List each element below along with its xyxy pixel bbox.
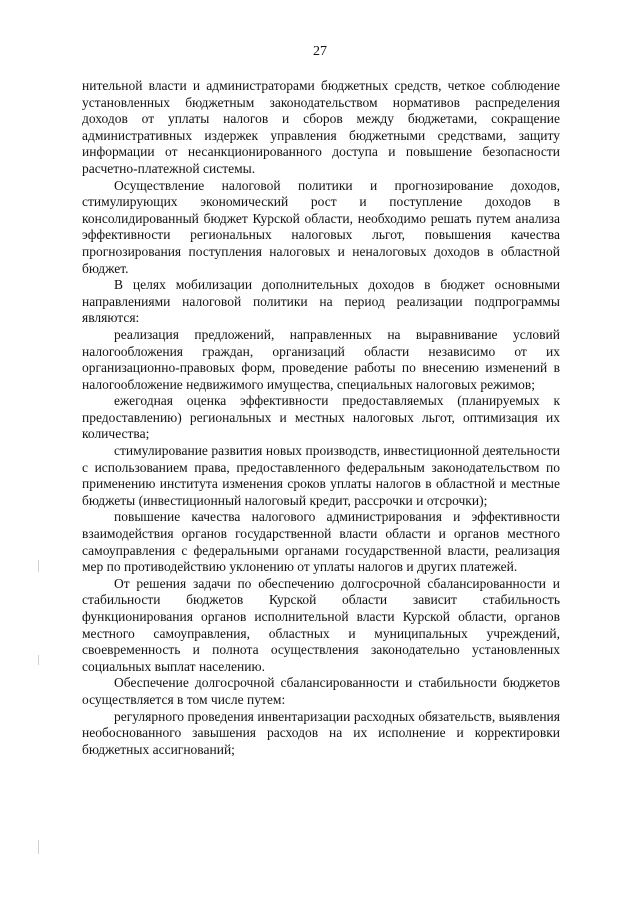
list-item-tax-conditions: реализация предложений, направленных на выравнивание условий налогообложения граждан, организаций области независимо от их организационно-правовых форм, проведение работы по внесению изменений в налогообложение недвижимого имущества, специальных налоговых режимов; (82, 326, 560, 392)
paragraph-continuation: нительной власти и администраторами бюджетных средств, четкое соблюдение установленных бюджетным законодательством нормативов распределения доходов от уплаты налогов и сборов между бюджетами, сокращение административных издержек управления бюджетными средствами, защиту информации от несанкционированного доступа и повышение безопасности расчетно-платежной системы. (82, 78, 560, 176)
paragraph-tax-policy: Осуществление налоговой политики и прогнозирование доходов, стимулирующих экономический рост и поступление доходов в консолидированный бюджет Курской области, необходимо решать путем анализа эффективности региональных налоговых льгот, повышения качества прогнозирования поступления налоговых и неналоговых доходов в областной бюджет. (82, 177, 560, 276)
paragraph-balance-methods: Обеспечение долгосрочной сбалансированности и стабильности бюджетов осуществляется в том числе путем: (82, 675, 560, 707)
body-text (82, 78, 560, 758)
scan-margin-mark (38, 560, 39, 572)
list-item-tax-benefits: ежегодная оценка эффективности предоставляемых (планируемых к предоставлению) региональных и местных налоговых льгот, оптимизация их количества; (82, 393, 560, 442)
scan-margin-mark (38, 655, 39, 665)
paragraph-budget-stability: От решения задачи по обеспечению долгосрочной сбалансированности и стабильности бюджетов Курской области зависит стабильность функционирования органов исполнительной власти Курской области, органов местного самоуправления, областных и муниципальных учреждений, своевременность и полнота осуществления законодательно установленных социальных выплат населению. (82, 575, 560, 674)
list-item-inventory: регулярного проведения инвентаризации расходных обязательств, выявления необоснованного завышения расходов на их исполнение и корректировки бюджетных ассигнований; (82, 708, 560, 757)
scan-margin-mark (38, 840, 39, 854)
list-item-tax-administration: повышение качества налогового администрирования и эффективности взаимодействия органов государственной власти области и органов местного самоуправления с федеральными органами государственной власти, реализация мер по противодействию уклонению от уплаты налогов и других платежей. (82, 509, 560, 575)
paragraph-revenue-mobilization: В целях мобилизации дополнительных доходов в бюджет основными направлениями налоговой политики на период реализации подпрограммы являются: (82, 277, 560, 326)
page-number: 27 (313, 44, 327, 59)
list-item-investment-stimulation: стимулирование развития новых производств, инвестиционной деятельности с использованием права, предоставленного федеральным законодательством по применению института изменения сроков уплаты налогов в областной и местные бюджеты (инвестиционный налоговый кредит, рассрочки и отсрочки); (82, 443, 560, 508)
